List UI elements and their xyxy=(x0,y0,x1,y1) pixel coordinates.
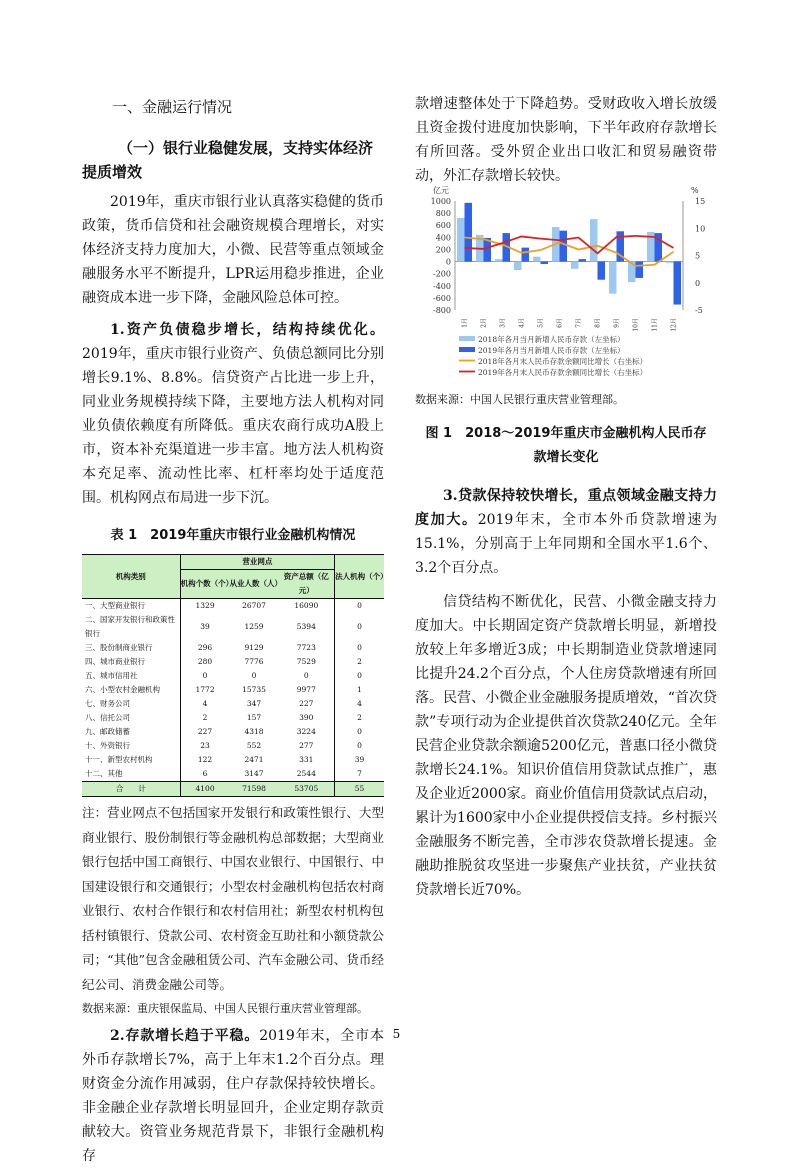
left-column xyxy=(82,95,388,1168)
table-source: 数据来源：重庆银保监局、中国人民银行重庆营业管理部。 xyxy=(82,1002,368,1015)
figure-caption: 图 1 2018～2019年重庆市金融机构人民币存款增长变化 xyxy=(425,426,707,465)
table-cell: 0 xyxy=(335,599,384,614)
table-cell: 39 xyxy=(335,753,384,767)
bar-2019 xyxy=(636,262,644,278)
table-total-row xyxy=(82,782,384,797)
x-tick-label: 5月 xyxy=(537,318,545,328)
table-cell: 1259 xyxy=(244,622,264,631)
line-2019 xyxy=(465,236,674,253)
x-tick-label: 4月 xyxy=(518,318,526,328)
table-cell: 0 xyxy=(335,739,384,753)
bar-2018 xyxy=(666,262,674,263)
bar-2019 xyxy=(560,231,568,262)
table-row xyxy=(82,613,384,641)
x-tick-label: 8月 xyxy=(594,318,602,328)
paragraph-text: 2019年，重庆市银行业资产、负债总额同比分别增长9.1%、8.8%。信贷资产占比进一步上升，同业业务规模持续下降，主要地方法人机构对同业负债依赖度有所降低。重庆农商行成功A股上市，资本补充渠道进一步丰富。地方法人机构资本充足率、流动性比率、杠杆率均处于适度范围。机构网点布局进一步下沉。 xyxy=(82,346,384,506)
x-tick-label: 9月 xyxy=(613,318,621,328)
col-header: 资产总额（亿元） xyxy=(283,572,329,595)
paragraph-text: 2019年末，全市本外币贷款增速为15.1%，分别高于上年同期和全国水平1.6个、3.2个百分点。 xyxy=(415,512,718,576)
institutions-table xyxy=(82,554,388,797)
table-cell: 5394 xyxy=(296,622,316,631)
table-cell: 合 计 xyxy=(115,784,146,793)
y-tick-label: 1000 xyxy=(430,197,451,206)
table-caption: 表 1 2019年重庆市银行业金融机构情况 xyxy=(110,528,356,543)
table-cell: 6 xyxy=(180,767,229,782)
table-cell: 2 xyxy=(180,711,229,725)
table-cell: 296 xyxy=(180,641,229,655)
y-tick-label: 200 xyxy=(435,245,451,255)
table-cell: 390 xyxy=(299,713,314,722)
table-cell: 0 xyxy=(251,671,257,680)
bar-2019 xyxy=(522,248,530,262)
table-cell: 4318 xyxy=(244,727,264,736)
legend-label: 2019年各月末人民币存款余额同比增长（右坐标） xyxy=(478,368,648,377)
table-cell: 39 xyxy=(180,613,229,641)
x-tick-label: 3月 xyxy=(499,318,507,328)
table-row xyxy=(82,711,384,725)
y2-axis-label: % xyxy=(691,186,699,195)
table-cell: 227 xyxy=(299,699,314,708)
x-tick-label: 11月 xyxy=(651,318,659,332)
table-cell: 0 xyxy=(303,671,309,680)
table-cell: 一、大型商业银行 xyxy=(85,601,145,610)
table-cell: 2 xyxy=(335,711,384,725)
legend-label: 2018年各月末人民币存款余额同比增长（右坐标） xyxy=(478,357,648,366)
bar-2018 xyxy=(514,262,522,270)
table-cell: 十、外资银行 xyxy=(85,741,130,750)
table-cell: 4100 xyxy=(180,782,229,797)
paragraph: 信贷结构不断优化，民营、小微金融支持力度加大。中长期固定资产贷款增长明显，新增投放较上年多增近3成；中长期制造业贷款增速同比提升24.2个百分点，个人住房贷款增速有所回落。民营、小微企业金融服务提质增效，“首次贷款”专项行动为企业提供首次贷款240亿元。全年民营企业贷款余额逾5200亿元，普惠口径小微贷款增长24.1%。知识价值信用贷款试点推广，惠及企业近2000家。商业价值信用贷款试点启动，累计为1600家中小企业提供授信支持。乡村振兴金融服务不断完善，全市涉农贷款增长提速。金融助推脱贫攻坚进一步聚焦产业扶贫，产业扶贫贷款增长近70%。 xyxy=(415,594,717,898)
table-cell: 0 xyxy=(335,669,384,683)
table-row xyxy=(82,655,384,669)
bar-2018 xyxy=(495,259,503,261)
table-row xyxy=(82,739,384,753)
legend-label: 2018年各月当月新增人民币存款（左坐标） xyxy=(478,335,625,344)
y-tick-label: 0 xyxy=(445,257,451,267)
col-group-header: 营业网点 xyxy=(180,555,334,570)
table-cell: 0 xyxy=(335,641,384,655)
table-row xyxy=(82,767,384,782)
table-row xyxy=(82,697,384,711)
table-cell: 277 xyxy=(299,741,314,750)
table-cell: 9129 xyxy=(244,643,264,652)
col-header: 从业人数（人） xyxy=(229,579,282,588)
bar-2018 xyxy=(590,219,598,261)
table-cell: 十一、新型农村机构 xyxy=(85,755,153,764)
y-tick-label: 800 xyxy=(435,209,451,219)
table-cell: 4 xyxy=(335,697,384,711)
y-tick-label: -200 xyxy=(433,269,451,279)
table-cell: 280 xyxy=(180,655,229,669)
section-heading: 一、金融运行情况 xyxy=(112,98,233,116)
table-cell: 23 xyxy=(180,739,229,753)
bar-2019 xyxy=(674,262,682,305)
paragraph-lead: 1.资产负债稳步增长，结构持续优化。 xyxy=(110,322,384,338)
table-cell: 347 xyxy=(246,699,262,708)
y2-tick-label: 5 xyxy=(695,251,701,261)
table-cell: 1772 xyxy=(180,683,229,697)
subsection-heading: （一）银行业稳健发展，支持实体经济提质增效 xyxy=(82,139,374,181)
table-cell: 53705 xyxy=(294,784,319,793)
bar-2018 xyxy=(533,257,541,262)
table-cell: 122 xyxy=(180,753,229,767)
table-cell: 七、财务公司 xyxy=(85,699,130,708)
table-cell: 4 xyxy=(180,697,229,711)
table-cell: 3147 xyxy=(244,769,264,778)
paragraph-lead: 3.贷款保持较快增长，重点领域金融支持力度加大。 xyxy=(415,488,717,528)
y-tick-label: -400 xyxy=(433,281,451,291)
y2-tick-label: 15 xyxy=(695,197,706,206)
table-row xyxy=(82,725,384,739)
table-row xyxy=(82,753,384,767)
x-tick-label: 10月 xyxy=(632,318,640,332)
table-cell: 四、城市商业银行 xyxy=(85,657,145,666)
table-cell: 六、小型农村金融机构 xyxy=(85,685,160,694)
deposit-chart xyxy=(415,182,717,382)
legend-swatch xyxy=(459,347,475,352)
col-header: 机构个数（个） xyxy=(180,570,229,599)
table-cell: 227 xyxy=(180,725,229,739)
y-tick-label: 400 xyxy=(435,233,451,243)
table-cell: 三、股份制商业银行 xyxy=(85,643,153,652)
bar-2018 xyxy=(571,262,579,269)
table-cell: 2471 xyxy=(244,755,264,764)
paragraph-lead: 2.存款增长趋于平稳。 xyxy=(110,1027,260,1044)
table-row xyxy=(82,599,384,614)
bar-2019 xyxy=(579,259,587,261)
x-tick-label: 6月 xyxy=(556,318,564,328)
table-cell: 331 xyxy=(299,755,314,764)
table-cell: 55 xyxy=(335,782,384,797)
y-tick-label: -600 xyxy=(433,293,451,303)
page-number: 5 xyxy=(392,1027,401,1041)
table-cell: 1 xyxy=(335,683,384,697)
paragraph: 款增速整体处于下降趋势。受财政收入增长放缓且资金拨付进度加快影响，下半年政府存款增长有所回落。受外贸企业出口收汇和贸易融资带动，外汇存款增长较快。 xyxy=(415,96,717,184)
right-column xyxy=(415,92,717,902)
y2-tick-label: 10 xyxy=(695,224,706,234)
y-tick-label: -800 xyxy=(433,306,451,315)
y2-tick-label: -5 xyxy=(695,306,703,315)
table-cell: 7776 xyxy=(244,657,264,666)
x-tick-label: 12月 xyxy=(670,318,678,332)
table-cell: 九、邮政储蓄 xyxy=(85,727,130,736)
table-cell: 2544 xyxy=(296,769,316,778)
table-cell: 7529 xyxy=(296,657,316,666)
table-cell: 0 xyxy=(180,669,229,683)
table-cell: 二、国家开发银行和政策性银行 xyxy=(85,615,175,638)
table-cell: 15735 xyxy=(242,685,266,694)
table-cell: 3224 xyxy=(296,727,316,736)
paragraph xyxy=(415,484,717,580)
legend-swatch xyxy=(459,336,475,341)
bar-2019 xyxy=(541,262,549,264)
table-cell: 1329 xyxy=(180,599,229,614)
table-row xyxy=(82,641,384,655)
paragraph-text: 2019年末，全市本外币存款增长7%，高于上年末1.2个百分点。理财资金分流作用减弱，住户存款保持较快增长。非金融企业存款增长明显回升，企业定期存款贡献较大。资管业务规范背景下，非银行金融机构存 xyxy=(82,1027,384,1164)
x-tick-label: 7月 xyxy=(575,318,583,328)
table-cell: 五、城市信用社 xyxy=(85,671,138,680)
col-header: 法人机构（个） xyxy=(335,555,384,599)
bar-2019 xyxy=(598,262,606,280)
table-cell: 71598 xyxy=(242,784,266,793)
table-cell: 7723 xyxy=(296,643,316,652)
y-tick-label: 600 xyxy=(435,221,451,231)
bar-2019 xyxy=(465,203,473,262)
table-row xyxy=(82,683,384,697)
y2-tick-label: 0 xyxy=(695,278,701,288)
table-note: 注：营业网点不包括国家开发银行和政策性银行、大型商业银行、股份制银行等金融机构总部数据；大型商业银行包括中国工商银行、中国农业银行、中国银行、中国建设银行和交通银行；小型农村金融机构包括农村商业银行、农村合作银行和农村信用社；新型农村机构包括村镇银行、贷款公司、农村资金互助社和小额贷款公司；“其他”包含金融租赁公司、汽车金融公司、货币经纪公司、消费金融公司等。 xyxy=(82,805,384,992)
table-cell: 157 xyxy=(246,713,262,722)
table-cell: 9977 xyxy=(296,685,316,694)
x-tick-label: 1月 xyxy=(461,318,469,328)
table-cell: 0 xyxy=(335,613,384,641)
paragraph xyxy=(82,1024,384,1168)
table-cell: 26707 xyxy=(242,601,266,610)
col-header: 机构类别 xyxy=(115,571,146,581)
table-cell: 十二、其他 xyxy=(85,769,123,778)
y-axis-label: 亿元 xyxy=(433,186,449,195)
table-cell: 2 xyxy=(335,655,384,669)
table-cell: 16090 xyxy=(294,601,319,610)
bar-2018 xyxy=(457,218,465,262)
table-row xyxy=(82,669,384,683)
table-cell: 八、信托公司 xyxy=(85,713,130,722)
table-cell: 7 xyxy=(335,767,384,782)
table-cell: 0 xyxy=(335,725,384,739)
paragraph xyxy=(82,318,384,510)
chart-source: 数据来源：中国人民银行重庆营业管理部。 xyxy=(415,393,624,406)
legend-label: 2019年各月当月新增人民币存款（左坐标） xyxy=(478,346,625,355)
bar-2018 xyxy=(609,262,617,294)
paragraph: 2019年，重庆市银行业认真落实稳健的货币政策，货币信贷和社会融资规模合理增长，对实体经济支持力度加大，小微、民营等重点领域金融服务水平不断提升，LPR运用稳步推进，企业融资成本进一步下降，金融风险总体可控。 xyxy=(82,194,384,306)
table-cell: 552 xyxy=(246,741,262,750)
x-tick-label: 2月 xyxy=(480,318,488,328)
